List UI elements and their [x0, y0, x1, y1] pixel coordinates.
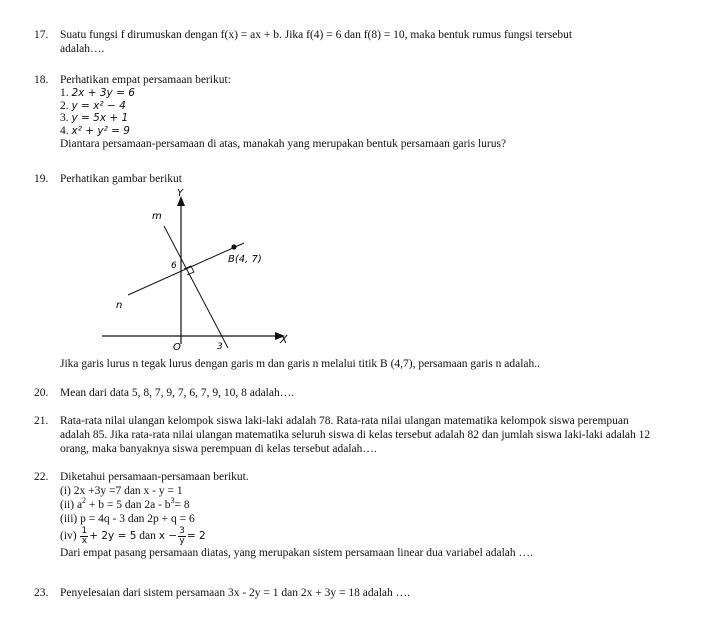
question-intro: Diketahui persamaan-persamaan berikut.: [60, 471, 249, 483]
question-number: 17.: [34, 29, 49, 41]
question-number: 22.: [34, 471, 49, 483]
equation-pair-iii: (iii) p = 4q - 3 dan 2p + q = 6: [60, 513, 195, 525]
question-text: Jika garis lurus n tegak lurus dengan garis m dan garis n melalui titik B (4,7), persamaan garis n adalah..: [60, 358, 541, 370]
equation-item: 3. y = 5x + 1: [60, 112, 129, 124]
question-text: Suatu fungsi f dirumuskan dengan f(x) = ax + b. Jika f(4) = 6 dan f(8) = 10, maka bentuk rumus fungsi tersebut: [60, 29, 573, 41]
question-23: [34, 586, 704, 600]
coordinate-figure: [100, 184, 300, 354]
y-axis-label: Y: [177, 188, 184, 199]
point-b: [231, 244, 236, 249]
question-22: [34, 470, 704, 560]
equation-pair-iv: (iv) $\frac{1}{x}$ + 2y = 5 dan x − $\frac{3}{y}$ = 2: [60, 525, 206, 546]
line-m-label: m: [152, 211, 162, 222]
question-21: [34, 414, 704, 456]
question-number: 19.: [34, 173, 49, 185]
question-19-text: [34, 357, 704, 371]
line-m: [164, 226, 228, 348]
question-number: 21.: [34, 415, 49, 427]
question-text: Diantara persamaan-persamaan di atas, manakah yang merupakan bentuk persamaan garis lurus?: [60, 138, 507, 150]
question-text: Dari empat pasang persamaan diatas, yang merupakan sistem persamaan linear dua variabel adalah ….: [60, 547, 533, 559]
point-b-label: B(4, 7): [228, 254, 262, 265]
question-intro: Perhatikan empat persamaan berikut:: [60, 74, 231, 86]
x-axis-label: X: [280, 333, 288, 346]
equation-pair-i: (i) 2x +3y =7 dan x - y = 1: [60, 485, 183, 497]
question-17: [34, 28, 704, 56]
y-intercept-label: 6: [171, 261, 177, 271]
line-n-label: n: [116, 300, 123, 311]
question-number: 20.: [34, 387, 49, 399]
question-18: [34, 73, 704, 151]
line-n: [128, 243, 244, 295]
question-text: Penyelesaian dari sistem persamaan 3x - 2y = 1 dan 2x + 3y = 18 adalah ….: [60, 587, 410, 599]
question-number: 18.: [34, 74, 49, 86]
origin-label: O: [173, 342, 181, 353]
question-20: [34, 386, 704, 400]
question-text: Mean dari data 5, 8, 7, 9, 7, 6, 7, 9, 10, 8 adalah….: [60, 387, 295, 399]
equation-item: 4. x² + y² = 9: [60, 124, 130, 137]
question-text: adalah 85. Jika rata-rata nilai ulangan matematika seluruh siswa di kelas tersebut adalah 82 dan jumlah siswa laki-laki adalah 12: [60, 429, 651, 441]
question-text: Rata-rata nilai ulangan kelompok siswa laki-laki adalah 78. Rata-rata nilai ulangan matematika kelompok siswa perempuan: [60, 415, 629, 427]
equation-pair-ii: (ii) $a^2 + b = 5$ dan $2a - b^3= 8$: [60, 496, 190, 511]
question-text: orang, maka banyaknya siswa perempuan di kelas tersebut adalah….: [60, 443, 377, 455]
question-number: 23.: [34, 587, 49, 599]
equation-item: 1. 2x + 3y = 6: [60, 87, 135, 99]
equation-item: 2. y = x² − 4: [60, 99, 126, 112]
x-intercept-label: 3: [217, 342, 223, 352]
question-intro: Perhatikan gambar berikut: [60, 173, 182, 185]
question-text: adalah….: [60, 43, 105, 55]
